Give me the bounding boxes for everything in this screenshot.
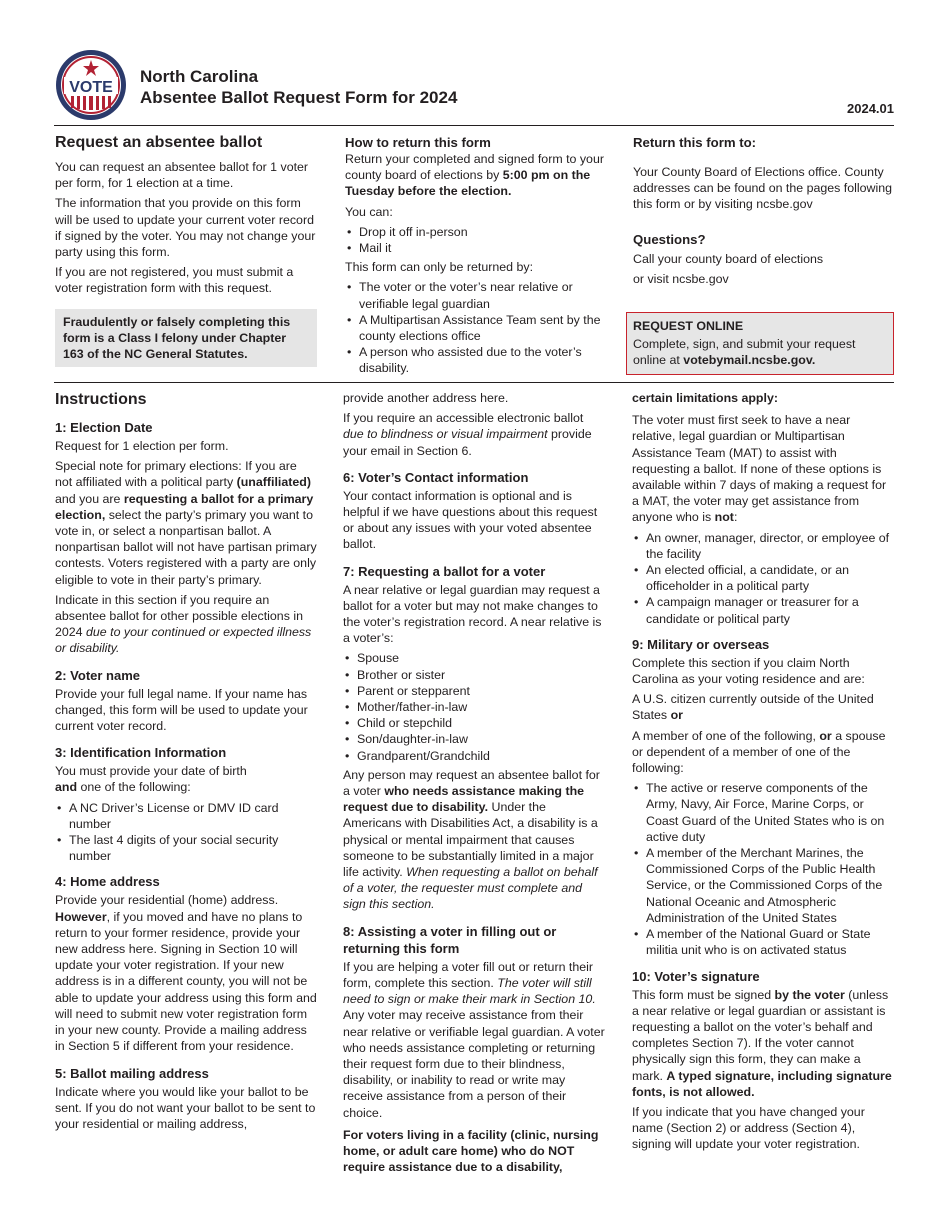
vote-seal-icon (54, 48, 128, 122)
section-9-text-3: A member of one of the following, or a spouse or dependent of a member of one of the following: (632, 728, 886, 776)
request-info-column (55, 133, 317, 367)
section-5-text-1-cont: provide another address here. (343, 391, 509, 405)
header-divider (54, 125, 894, 126)
section-7-text-1: A near relative or legal guardian may request a ballot for a voter but may not make changes to the voter’s registration record. A near relative is a voter’s: (343, 582, 602, 646)
list-item: • The last 4 digits of your social security number (55, 832, 317, 864)
list-item: • A NC Driver’s License or DMV ID card number (55, 800, 317, 832)
list-item: • Grandparent/Grandchild (343, 748, 605, 764)
list-item: • Child or stepchild (343, 715, 605, 731)
section-8-title: 8: Assisting a voter in filling out or returning this form (343, 923, 557, 956)
facility-exclusions-list (632, 530, 894, 627)
instructions-column-2 (343, 390, 605, 1179)
return-to-text: Your County Board of Elections office. County addresses can be found on the pages following this form or by visiting ncsbe.gov (633, 165, 893, 212)
title-form-name: Absentee Ballot Request Form for 2024 (140, 88, 458, 107)
list-item: • Parent or stepparent (343, 683, 605, 699)
only-returned-by-text: This form can only be returned by: (345, 260, 534, 275)
svg-text:VOTE: VOTE (69, 79, 113, 96)
section-5-text-2: If you require an accessible electronic ballot due to blindness or visual impairment provide your email in Section 6. (343, 411, 592, 458)
instructions-column-3 (632, 390, 894, 1157)
section-10-title: 10: Voter’s signature (632, 968, 760, 984)
request-text-3: If you are not registered, you must submit a voter registration form with this request. (55, 265, 294, 296)
list-item: • An owner, manager, director, or employee of the facility (632, 530, 894, 562)
you-can-text: You can: (345, 204, 393, 219)
return-methods-list (345, 224, 607, 256)
questions-line-1: Call your county board of elections (633, 251, 824, 266)
section-1-text-1: Request for 1 election per form. (55, 439, 229, 453)
section-6-text: Your contact information is optional and is helpful if we have questions about this request or about any issues with your voted absentee ballot. (343, 488, 598, 552)
section-divider (54, 382, 894, 383)
id-options-list (55, 800, 317, 865)
section-4-text: Provide your residential (home) address. However, if you moved and have no plans to return to your former residence, provide your new address here. Signing in Section 10 will update your voter registration. If your new address is in a different county, you will not be able to update your address using this form and will need to submit new voter registration form in your new county. Provide a mailing address in Section 5 if different from your residence. (55, 893, 317, 1054)
request-text-2: The information that you provide on this form will be used to update your current voter record if signed by the voter. You may not change your party using this form. (55, 196, 316, 260)
how-to-return-heading: How to return this form (345, 135, 491, 150)
list-item: • The active or reserve components of the Army, Navy, Air Force, Marine Corps, or Coast Guard of the United States who is on active duty (632, 780, 894, 845)
list-item: • A campaign manager or treasurer for a candidate or political party (632, 594, 894, 626)
section-4-title: 4: Home address (55, 874, 160, 890)
section-1-text-3: Indicate in this section if you require an absentee ballot for other possible elections in 2024 due to your continued or expected illness or disability. (55, 592, 312, 656)
section-5-title: 5: Ballot mailing address (55, 1065, 209, 1081)
section-6-title: 6: Voter’s Contact information (343, 469, 529, 485)
list-item: • A Multipartisan Assistance Team sent by the county elections office (345, 312, 607, 344)
request-heading: Request an absentee ballot (55, 134, 263, 151)
section-1-text-2: Special note for primary elections: If you are not affiliated with a political party (unaffiliated) and you are requesting a ballot for a primary election, select the party’s primary you want to vote in, or select a nonpartisan ballot. A nonpartisan ballot will not have partisan primary contests. Voters registered with a party are only eligible to vote in their party’s primary. (55, 459, 317, 587)
section-8-text-1: If you are helping a voter fill out or return their form, complete this section. The voter will still need to sign or make their mark in Section 10. Any voter may receive assistance from their near relative or verifiable legal guardian. A voter who needs assistance completing or returning their request form due to their blindness, disability, or inability to read or write may receive assistance from a person of their choice. (343, 959, 605, 1120)
section-9-text-1: Complete this section if you claim North Carolina as your voting residence and are: (632, 655, 865, 687)
list-item: • Drop it off in-person (345, 224, 607, 240)
section-8-text-3: The voter must first seek to have a near relative, legal guardian or Multipartisan Assistance Team (MAT) to assist with requesting a ballot. If none of these options is available within 7 days of making a request for a MAT, the voter may get assistance from anyone who is not: (632, 413, 887, 525)
vote-logo (54, 48, 128, 122)
section-3-title: 3: Identification Information (55, 745, 227, 761)
section-5-text-1: Indicate where you would like your ballot to be sent. If you do not want your ballot to be sent to your residential or mailing address, (55, 1084, 316, 1131)
felony-warning: Fraudulently or falsely completing this form is a Class I felony under Chapter 163 of the NC General Statutes. (55, 309, 317, 368)
form-version: 2024.01 (847, 101, 894, 116)
section-7-title: 7: Requesting a ballot for a voter (343, 563, 546, 579)
section-2-title: 2: Voter name (55, 667, 141, 683)
form-title (140, 66, 457, 108)
request-text-1: You can request an absentee ballot for 1 voter per form, for 1 election at a time. (55, 160, 309, 191)
list-item: • A member of the Merchant Marines, the Commissioned Corps of the Public Health Service, or the Commissioned Corps of the National Oceanic and Atmospheric Administration of the United States (632, 845, 894, 926)
return-to-column (633, 134, 893, 291)
request-online-box (626, 312, 894, 375)
section-3-text: You must provide your date of birth and one of the following: (55, 764, 247, 795)
votebymail-link[interactable]: votebymail.ncsbe.gov. (683, 353, 816, 368)
section-1-title: 1: Election Date (55, 420, 153, 435)
list-item: • Brother or sister (343, 667, 605, 683)
return-deadline-text: Return your completed and signed form to your county board of elections by 5:00 pm on the Tuesday before the election. (345, 152, 604, 199)
section-8-facility-text-cont: certain limitations apply: (632, 391, 778, 405)
military-list (632, 780, 894, 958)
list-item: • The voter or the voter’s near relative or verifiable legal guardian (345, 279, 607, 311)
list-item: • An elected official, a candidate, or an officeholder in a political party (632, 562, 894, 594)
list-item: • A member of the National Guard or State militia unit who is on activated status (632, 926, 894, 958)
list-item: • Mail it (345, 240, 607, 256)
section-2-text: Provide your full legal name. If your name has changed, this form will be used to update your current voter record. (55, 686, 308, 734)
request-online-text: Complete, sign, and submit your request online at votebymail.ncsbe.gov. (633, 337, 856, 368)
section-10-text-1: This form must be signed by the voter (unless a near relative or legal guardian or assistant is requesting a ballot on the voter’s behalf and completes Section 7). If the voter cannot physically sign this form, they can make a mark. A typed signature, including signature fonts, is not allowed. (632, 987, 892, 1099)
section-7-text-2: Any person may request an absentee ballot for a voter who needs assistance making the request due to disability. Under the Americans with Disabilities Act, a disability is a physical or mental impairment that causes someone to be substantially limited in a major life activity. When requesting a ballot on behalf of a voter, the requester must complete and sign this section. (343, 767, 600, 912)
section-8-facility-text: For voters living in a facility (clinic, nursing home, or adult care home) who do NOT require assistance due to a disability, (343, 1127, 599, 1175)
returners-list (345, 279, 607, 376)
list-item: • A person who assisted due to the voter’s disability. (345, 344, 607, 376)
section-10-text-2: If you indicate that you have changed your name (Section 2) or address (Section 4), signing will update your voter registration. (632, 1104, 865, 1152)
relatives-list (343, 650, 605, 763)
return-to-heading: Return this form to: (633, 135, 757, 150)
instructions-heading: Instructions (55, 391, 147, 408)
section-9-title: 9: Military or overseas (632, 636, 770, 652)
list-item: • Son/daughter-in-law (343, 731, 605, 747)
section-9-text-2: A U.S. citizen currently outside of the United States or (632, 692, 874, 723)
questions-line-2: or visit ncsbe.gov (633, 271, 729, 286)
instructions-column-1 (55, 390, 317, 1136)
questions-heading: Questions? (633, 231, 706, 247)
title-state: North Carolina (140, 67, 259, 86)
return-instructions-column (345, 134, 607, 380)
list-item: • Spouse (343, 650, 605, 666)
request-online-title: REQUEST ONLINE (633, 319, 744, 333)
list-item: • Mother/father-in-law (343, 699, 605, 715)
